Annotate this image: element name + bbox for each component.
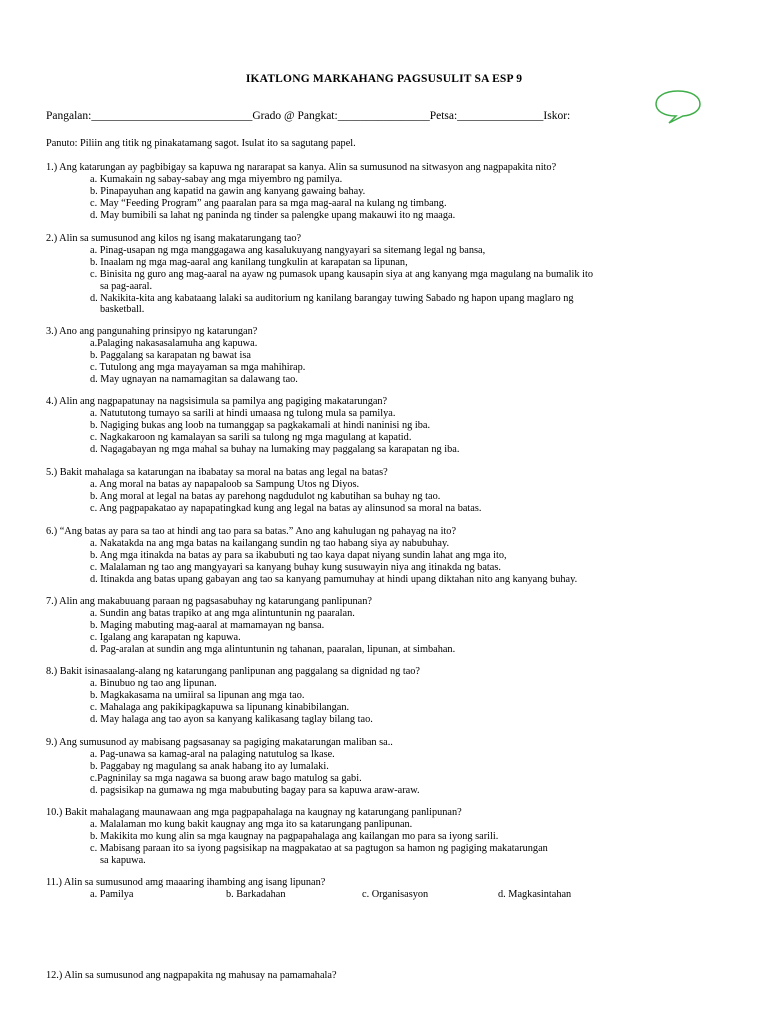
option-d[interactable]: d. Pag-aralan at sundin ang mga alintuntunin ng tahanan, paaralan, lipunan, at simbahan. (90, 643, 456, 655)
option-b[interactable]: b. Barkadahan (226, 888, 286, 900)
option-c[interactable]: c. Mahalaga ang pakikipagkapuwa sa lipunang kinabibilangan. (90, 701, 350, 713)
option-a[interactable]: a. Nakatakda na ang mga batas na kailangang sundin ng tao habang siya ay nabubuhay. (90, 537, 450, 549)
instructions: Panuto: Piliin ang titik ng pinakatamang sagot. Isulat ito sa sagutang papel. (46, 138, 356, 149)
option-d[interactable]: d. pagsisikap na gumawa ng mga mabubuting bagay para sa kapuwa araw-araw. (90, 784, 420, 796)
option-c[interactable]: c.Pagninilay sa mga nagawa sa buong araw bago matulog sa gabi. (90, 772, 362, 784)
option-a[interactable]: a. Ang moral na batas ay napapaloob sa Sampung Utos ng Diyos. (90, 478, 360, 490)
option-c[interactable] (46, 269, 710, 293)
option-text: d. Nakikita-kita ang kabataang lalaki sa auditorium ng kanilang barangay tuwing Sabado ng hapon upang maglaro ng (90, 292, 574, 304)
option-b[interactable]: b. Paggalang sa karapatan ng bawat isa (90, 349, 251, 361)
student-info-line (46, 111, 686, 123)
option-c[interactable]: c. Malalaman ng tao ang mangyayari sa kanyang buhay kung susuwayin niya ang itinakda ng batas. (90, 561, 501, 573)
question-3 (46, 326, 746, 386)
option-a[interactable]: a. Binubuo ng tao ang lipunan. (90, 677, 217, 689)
option-b[interactable]: b. Ang moral at legal na batas ay parehong nagdudulot ng kabutihan sa buhay ng tao. (90, 490, 441, 502)
options-row (46, 889, 746, 901)
option-d[interactable]: d. Magkasintahan (498, 888, 572, 900)
option-d[interactable]: d. May halaga ang tao ayon sa kanyang kalikasang taglay bilang tao. (90, 713, 373, 725)
question-stem: 9.) Ang sumusunod ay mabisang pagsasanay sa pagiging makatarungan maliban sa.. (46, 737, 393, 748)
score-label: Iskor: (543, 110, 571, 122)
option-b[interactable]: b. Inaalam ng mga mag-aaral ang kanilang tungkulin at karapatan sa lipunan, (90, 256, 408, 268)
option-text: c. Mabisang paraan ito sa iyong pagsisikap na magpakatao at sa pagtugon sa hamon ng pagiging makatarungan (90, 842, 548, 854)
option-b[interactable]: b. Paggabay ng magulang sa anak habang ito ay lumalaki. (90, 760, 329, 772)
option-d[interactable]: d. Itinakda ang batas upang gabayan ang tao sa kanyang pamumuhay at hindi upang diktahan nito ang kanyang buhay. (90, 573, 578, 585)
option-c[interactable]: c. Ang pagpapakatao ay napapatingkad kung ang legal na batas ay alinsunod sa moral na batas. (90, 502, 482, 514)
question-stem: 2.) Alin sa sumusunod ang kilos ng isang makatarungang tao? (46, 233, 302, 244)
name-blank[interactable]: ____________________________ (91, 110, 253, 122)
question-stem: 10.) Bakit mahalagang maunawaan ang mga pagpapahalaga na kaugnay ng katarungang panlipunan? (46, 807, 462, 818)
option-continuation: basketball. (100, 304, 145, 316)
option-c[interactable]: c. Tutulong ang mga mayayaman sa mga mahihirap. (90, 361, 306, 373)
option-d[interactable] (46, 293, 710, 317)
option-a[interactable]: a. Sundin ang batas trapiko at ang mga alintuntunin ng paaralan. (90, 607, 355, 619)
option-b[interactable]: b. Maging mabuting mag-aaral at mamamayan ng bansa. (90, 619, 325, 631)
question-2 (46, 233, 746, 316)
question-stem: 12.) Alin sa sumusunod ang nagpapakita ng mahusay na pamamahala? (46, 970, 337, 981)
option-continuation: sa pag-aaral. (100, 280, 153, 292)
question-stem: 8.) Bakit isinasaalang-alang ng katarungang panlipunan ang paggalang sa dignidad ng tao? (46, 666, 421, 677)
date-blank[interactable]: _______________ (457, 110, 544, 122)
option-a[interactable]: a.Palaging nakasasalamuha ang kapuwa. (90, 337, 258, 349)
option-a[interactable]: a. Kumakain ng sabay-sabay ang mga miyembro ng pamilya. (90, 173, 343, 185)
question-11 (46, 877, 746, 901)
question-stem: 7.) Alin ang makabuuang paraan ng pagsasabuhay ng katarungang panlipunan? (46, 596, 372, 607)
question-stem: 5.) Bakit mahalaga sa katarungan na ibabatay sa moral na batas ang legal na batas? (46, 467, 388, 478)
option-c[interactable]: c. Organisasyon (362, 888, 429, 900)
option-a[interactable]: a. Natututong tumayo sa sarili at hindi umaasa ng tulong mula sa pamilya. (90, 407, 396, 419)
question-1 (46, 162, 746, 222)
question-12 (46, 970, 746, 982)
question-6 (46, 526, 746, 586)
question-8 (46, 666, 746, 726)
option-c[interactable]: c. May “Feeding Program” ang paaralan para sa mga mag-aaral na kulang ng timbang. (90, 197, 447, 209)
option-d[interactable]: d. May bumibili sa lahat ng paninda ng tinder sa palengke upang makauwi ito ng maaga. (90, 209, 456, 221)
question-stem: 4.) Alin ang nagpapatunay na nagsisimula sa pamilya ang pagiging makatarungan? (46, 396, 388, 407)
question-stem: 3.) Ano ang pangunahing prinsipyo ng katarungan? (46, 326, 258, 337)
option-a[interactable]: a. Pamilya (90, 888, 134, 900)
option-b[interactable]: b. Makikita mo kung alin sa mga kaugnay na pagpapahalaga ang kailangan mo para sa iyong sarili. (90, 830, 499, 842)
option-a[interactable]: a. Pag-unawa sa kamag-aral na palaging natutulog sa lkase. (90, 748, 335, 760)
grade-blank[interactable]: ________________ (337, 110, 430, 122)
option-d[interactable]: d. Nagagabayan ng mga mahal sa buhay na lumaking may paggalang sa karapatan ng iba. (90, 443, 460, 455)
date-label: Petsa: (429, 110, 458, 122)
question-7 (46, 596, 746, 656)
question-stem: 11.) Alin sa sumusunod amg maaaring ihambing ang isang lipunan? (46, 877, 326, 888)
name-label: Pangalan: (46, 110, 92, 122)
score-speech-bubble-icon (652, 88, 704, 124)
option-b[interactable]: b. Ang mga itinakda na batas ay para sa ikabubuti ng tao kaya dapat niyang sundin lahat ang mga ito, (90, 549, 507, 561)
option-b[interactable]: b. Nagiging bukas ang loob na tumanggap sa pagkakamali at hindi naninisi ng iba. (90, 419, 431, 431)
option-a[interactable]: a. Malalaman mo kung bakit kaugnay ang mga ito sa katarungang panlipunan. (90, 818, 413, 830)
option-c[interactable]: c. Nagkakaroon ng kamalayan sa sarili sa tulong ng mga magulang at kapatid. (90, 431, 412, 443)
option-continuation: sa kapuwa. (100, 854, 146, 866)
option-a[interactable]: a. Pinag-usapan ng mga manggagawa ang kasalukuyang nangyayari sa sitemang legal ng bansa, (90, 244, 486, 256)
question-stem: 6.) “Ang batas ay para sa tao at hindi ang tao para sa batas.” Ano ang kahulugan ng pahayag na ito? (46, 526, 457, 537)
option-b[interactable]: b. Magkakasama na umiiral sa lipunan ang mga tao. (90, 689, 305, 701)
option-b[interactable]: b. Pinapayuhan ang kapatid na gawin ang kanyang gawaing bahay. (90, 185, 366, 197)
option-c[interactable] (46, 843, 710, 867)
option-c[interactable]: c. Igalang ang karapatan ng kapuwa. (90, 631, 241, 643)
exam-title: IKATLONG MARKAHANG PAGSUSULIT SA ESP 9 (245, 73, 523, 85)
question-9 (46, 737, 746, 797)
question-stem: 1.) Ang katarungan ay pagbibigay sa kapuwa ng nararapat sa kanya. Alin sa sumusunod na sitwasyon ang nagpapakita nito? (46, 162, 557, 173)
question-10 (46, 807, 746, 867)
question-5 (46, 467, 746, 515)
option-text: c. Binisita ng guro ang mag-aaral na ayaw ng pumasok upang kausapin siya at ang kanyang mga magulang na bumalik ito (90, 268, 593, 280)
question-4 (46, 396, 746, 456)
option-d[interactable]: d. May ugnayan na namamagitan sa dalawang tao. (90, 373, 298, 385)
grade-label: Grado @ Pangkat: (252, 110, 338, 122)
